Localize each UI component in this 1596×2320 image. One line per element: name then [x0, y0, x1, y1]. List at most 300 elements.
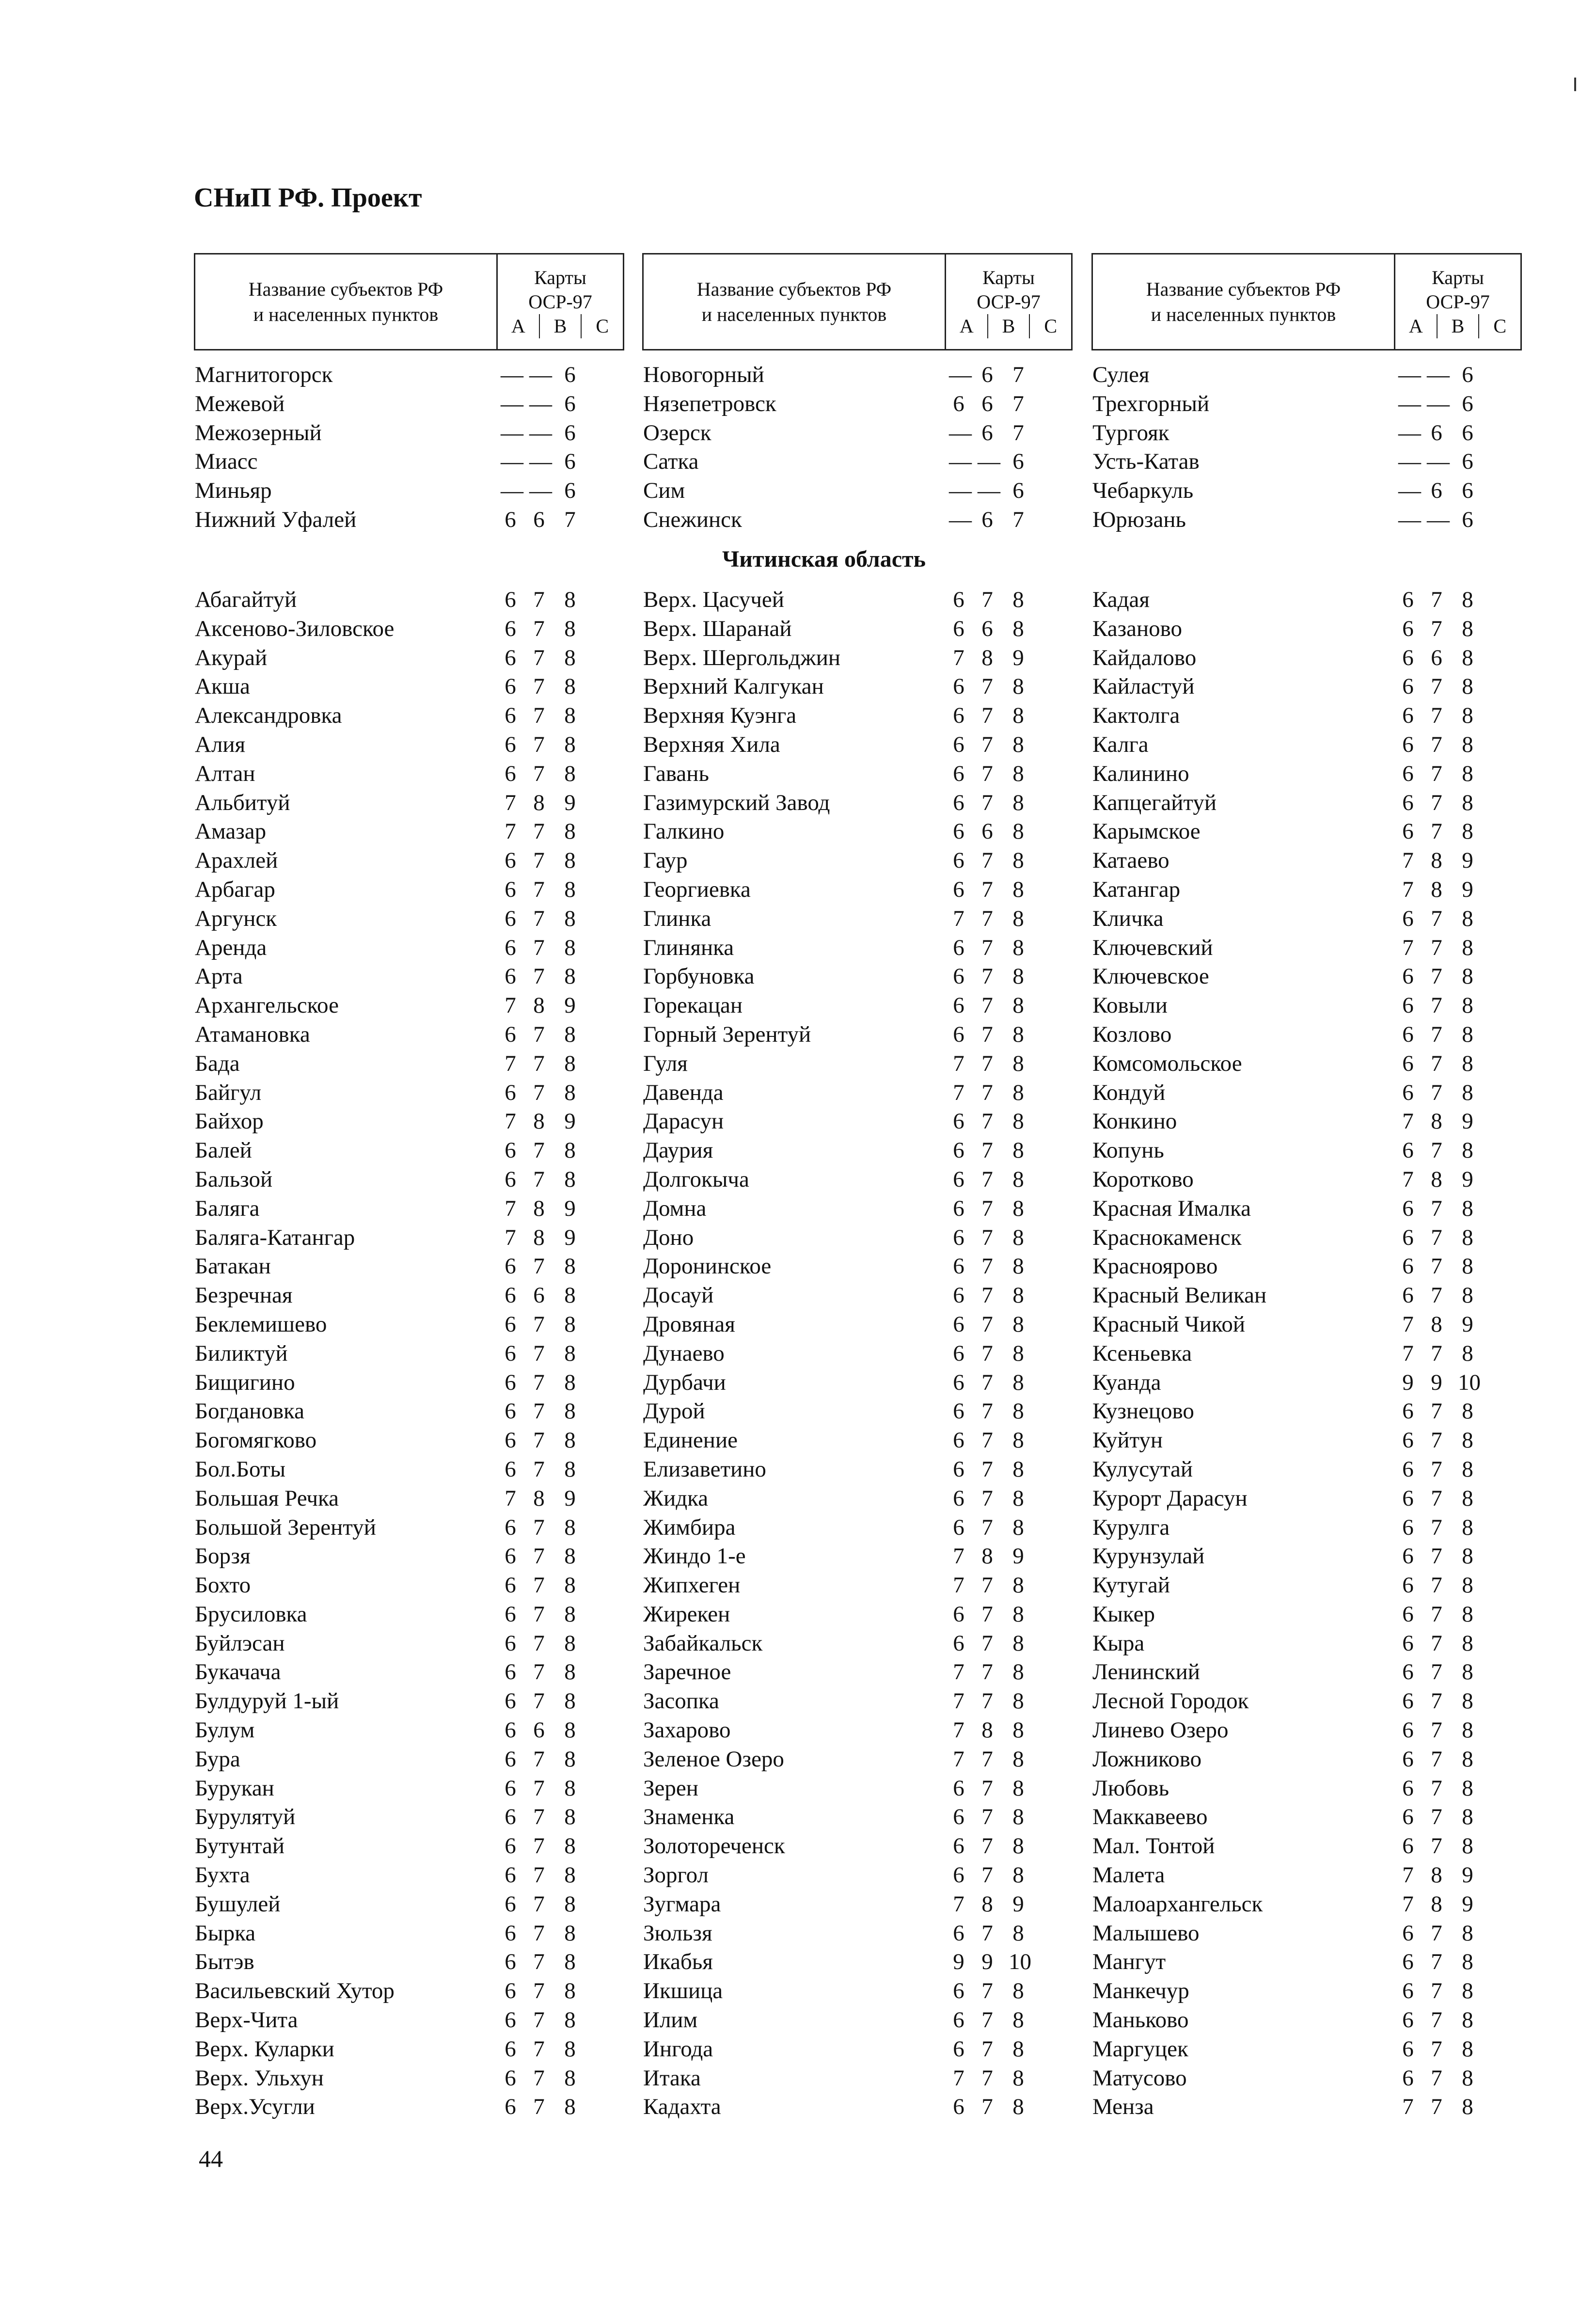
value-c: 8: [1462, 1920, 1473, 1946]
value-b: 7: [981, 1254, 993, 1279]
value-a: 6: [1402, 587, 1414, 612]
settlement-name: Мангут: [1092, 1949, 1166, 1975]
value-a: 6: [953, 1369, 964, 1395]
value-c: 8: [1012, 1920, 1024, 1946]
settlement-name: Дарасун: [643, 1109, 724, 1134]
value-a: 7: [1402, 848, 1414, 874]
settlement-name: Доно: [643, 1224, 694, 1250]
value-b: 8: [533, 1224, 545, 1250]
value-c: 8: [564, 1601, 576, 1627]
value-a: 6: [953, 2094, 964, 2120]
value-c: 8: [564, 1398, 576, 1424]
value-b: 7: [981, 848, 993, 874]
value-a: 6: [1402, 645, 1414, 670]
value-a: 6: [505, 1514, 516, 1540]
value-b: 7: [981, 1514, 993, 1540]
value-c: 10: [1458, 1369, 1481, 1395]
value-b: —: [529, 420, 552, 445]
value-c: 8: [1012, 1573, 1024, 1598]
settlement-name: Малета: [1092, 1862, 1165, 1888]
value-b: 7: [981, 1166, 993, 1192]
value-a: —: [501, 362, 523, 387]
value-a: 6: [505, 1717, 516, 1743]
value-c: 8: [1462, 1456, 1473, 1482]
settlement-name: Гуля: [643, 1050, 688, 1076]
value-c: 8: [1012, 1109, 1024, 1134]
value-c: 8: [1462, 1080, 1473, 1105]
value-b: 7: [1431, 1775, 1442, 1801]
value-a: 6: [505, 906, 516, 931]
value-b: 8: [533, 790, 545, 815]
value-b: 8: [981, 1543, 993, 1569]
settlement-name: Богдановка: [195, 1398, 305, 1424]
value-c: 8: [1012, 731, 1024, 757]
header-name-cell: [195, 254, 496, 349]
value-c: 8: [1012, 587, 1024, 612]
value-c: 8: [564, 1630, 576, 1656]
header-name-line1: Название субъектов РФ: [1146, 278, 1341, 300]
value-b: 7: [981, 1659, 993, 1685]
value-b: 7: [533, 1398, 545, 1424]
value-c: 8: [564, 1659, 576, 1685]
value-c: 8: [1462, 1688, 1473, 1714]
settlement-name: Маньково: [1092, 2007, 1189, 2033]
value-a: 6: [953, 1224, 964, 1250]
value-a: 6: [505, 587, 516, 612]
value-b: 7: [1431, 1659, 1442, 1685]
value-a: 6: [953, 1514, 964, 1540]
value-a: 7: [505, 1485, 516, 1511]
settlement-name: Мал. Тонтой: [1092, 1833, 1215, 1859]
value-c: 8: [1012, 1630, 1024, 1656]
value-b: 6: [981, 391, 993, 416]
value-b: 7: [1431, 964, 1442, 989]
value-c: 8: [564, 2007, 576, 2033]
header-name-cell: [1093, 254, 1394, 349]
value-b: 7: [533, 1573, 545, 1598]
value-b: 7: [1431, 1456, 1442, 1482]
value-a: 6: [505, 1340, 516, 1366]
value-a: 9: [953, 1949, 964, 1975]
value-b: 7: [533, 906, 545, 931]
value-b: 7: [1431, 1833, 1442, 1859]
value-a: 7: [505, 1224, 516, 1250]
settlement-name: Бутунтай: [195, 1833, 285, 1859]
value-a: 6: [505, 703, 516, 729]
settlement-name: Маккавеево: [1092, 1804, 1208, 1830]
value-a: 6: [1402, 1485, 1414, 1511]
value-c: 9: [564, 1485, 576, 1511]
value-a: 6: [1402, 1978, 1414, 2004]
region-title: Читинская область: [722, 546, 926, 572]
settlement-name: Любовь: [1092, 1775, 1169, 1801]
value-c: 8: [1462, 2007, 1473, 2033]
value-c: 6: [564, 391, 576, 416]
value-b: 7: [981, 1920, 993, 1946]
value-b: 7: [533, 964, 545, 989]
value-b: 6: [533, 1717, 545, 1743]
value-b: 7: [533, 2036, 545, 2062]
settlement-name: Юрюзань: [1092, 507, 1186, 532]
value-a: 7: [1402, 1891, 1414, 1917]
value-b: —: [529, 391, 552, 416]
value-a: 6: [505, 1369, 516, 1395]
value-c: 8: [1462, 1978, 1473, 2004]
value-a: —: [501, 449, 523, 475]
value-c: 8: [1462, 1398, 1473, 1424]
value-b: 7: [1431, 616, 1442, 641]
value-b: 7: [533, 1804, 545, 1830]
value-c: 9: [1462, 848, 1473, 874]
value-c: 8: [1012, 1746, 1024, 1772]
header-name-cell: [644, 254, 945, 349]
value-c: 8: [1462, 1428, 1473, 1453]
value-b: 7: [1431, 1340, 1442, 1366]
settlement-name: Георгиевка: [643, 876, 751, 902]
value-a: —: [501, 478, 523, 504]
settlement-name: Илим: [643, 2007, 698, 2033]
value-a: 6: [953, 674, 964, 699]
value-b: 7: [981, 1109, 993, 1134]
value-a: 7: [953, 906, 964, 931]
value-c: 6: [564, 420, 576, 445]
settlement-name: Зоргол: [643, 1862, 709, 1888]
value-c: 8: [564, 674, 576, 699]
settlement-name: Бурулятуй: [195, 1804, 296, 1830]
value-b: 7: [1431, 935, 1442, 960]
value-a: 6: [1402, 1543, 1414, 1569]
value-c: 8: [564, 1456, 576, 1482]
value-b: 7: [533, 1340, 545, 1366]
value-b: 7: [981, 1428, 993, 1453]
settlement-name: Жидка: [643, 1485, 709, 1511]
value-a: 6: [505, 1920, 516, 1946]
value-c: 8: [564, 1804, 576, 1830]
value-c: 8: [1012, 1978, 1024, 2004]
value-b: 6: [1431, 420, 1442, 445]
value-a: 6: [505, 1891, 516, 1917]
value-a: 6: [1402, 790, 1414, 815]
value-a: 6: [505, 1601, 516, 1627]
settlement-name: Бальзой: [195, 1166, 273, 1192]
value-c: 6: [564, 449, 576, 475]
settlement-name: Межевой: [195, 391, 285, 416]
value-b: 7: [1431, 2065, 1442, 2091]
settlement-name: Кактолга: [1092, 703, 1180, 729]
value-c: 8: [564, 1514, 576, 1540]
value-a: 6: [953, 848, 964, 874]
header-col-b: B: [987, 314, 1029, 338]
value-b: 7: [533, 1254, 545, 1279]
value-a: 6: [1402, 674, 1414, 699]
settlement-name: Верх. Ульхун: [195, 2065, 324, 2091]
settlement-name: Александровка: [195, 703, 342, 729]
value-b: 7: [1431, 1978, 1442, 2004]
value-b: 7: [981, 1283, 993, 1308]
value-a: —: [501, 391, 523, 416]
settlement-name: Тургояк: [1092, 420, 1169, 445]
settlement-name: Верх. Шаранай: [643, 616, 792, 641]
header-col-c: C: [1029, 314, 1071, 338]
value-a: 7: [505, 1109, 516, 1134]
header-abc: [946, 314, 1071, 338]
value-b: 7: [981, 1573, 993, 1598]
value-c: 8: [564, 1833, 576, 1859]
value-c: 8: [1462, 674, 1473, 699]
settlement-name: Глинянка: [643, 935, 734, 960]
value-c: 8: [1012, 1804, 1024, 1830]
header-name-line2: и населенных пунктов: [701, 303, 887, 325]
value-a: —: [949, 420, 972, 445]
settlement-name: Ключевский: [1092, 935, 1213, 960]
settlement-name: Газимурский Завод: [643, 790, 830, 815]
settlement-name: Бищигино: [195, 1369, 295, 1395]
value-c: 8: [564, 1920, 576, 1946]
settlement-name: Гавань: [643, 761, 709, 786]
settlement-name: Зугмара: [643, 1891, 721, 1917]
value-b: 7: [981, 1311, 993, 1337]
value-a: 6: [953, 391, 964, 416]
value-b: 7: [981, 2094, 993, 2120]
value-c: 8: [1462, 993, 1473, 1018]
header-col-b: B: [539, 314, 581, 338]
value-b: 7: [1431, 1514, 1442, 1540]
value-b: 7: [981, 1485, 993, 1511]
value-c: 8: [564, 1573, 576, 1598]
value-b: 7: [981, 761, 993, 786]
value-a: 6: [505, 1080, 516, 1105]
value-c: 9: [564, 1109, 576, 1134]
settlement-name: Атамановка: [195, 1021, 310, 1047]
value-b: 7: [533, 703, 545, 729]
page-title: СНиП РФ. Проект: [194, 183, 422, 213]
header-maps-cell: [496, 254, 623, 349]
value-a: 6: [953, 1862, 964, 1888]
header-name-line1: Название субъектов РФ: [696, 278, 892, 300]
value-a: 6: [953, 587, 964, 612]
value-c: 8: [1462, 1254, 1473, 1279]
value-b: 7: [533, 1369, 545, 1395]
value-c: 8: [1012, 703, 1024, 729]
settlement-name: Кулусутай: [1092, 1456, 1193, 1482]
settlement-name: Катаево: [1092, 848, 1169, 874]
settlement-name: Баляга: [195, 1195, 260, 1221]
value-c: 8: [1012, 674, 1024, 699]
settlement-name: Жимбира: [643, 1514, 736, 1540]
value-b: 7: [981, 993, 993, 1018]
value-c: 8: [1462, 2094, 1473, 2120]
value-c: 8: [564, 1050, 576, 1076]
value-c: 8: [564, 1978, 576, 2004]
value-c: 8: [1462, 935, 1473, 960]
value-c: 8: [1462, 964, 1473, 989]
value-a: 6: [1402, 1630, 1414, 1656]
value-c: 8: [1012, 848, 1024, 874]
value-b: —: [529, 478, 552, 504]
value-c: 8: [1462, 1775, 1473, 1801]
value-b: 7: [533, 1891, 545, 1917]
settlement-name: Бада: [195, 1050, 240, 1076]
value-a: 6: [1402, 1398, 1414, 1424]
value-b: 7: [981, 703, 993, 729]
table-header: [1091, 253, 1522, 350]
value-a: 6: [953, 1978, 964, 2004]
value-c: 8: [1462, 1050, 1473, 1076]
value-a: —: [1398, 391, 1421, 416]
value-b: 8: [1431, 1166, 1442, 1192]
value-a: 9: [1402, 1369, 1414, 1395]
value-b: 7: [533, 1833, 545, 1859]
value-b: 7: [1431, 1050, 1442, 1076]
value-c: 8: [1462, 1195, 1473, 1221]
value-b: 7: [981, 1456, 993, 1482]
page-number: 44: [199, 2145, 223, 2172]
value-b: 7: [533, 819, 545, 844]
settlement-name: Дурой: [643, 1398, 705, 1424]
value-a: 6: [505, 1978, 516, 2004]
value-b: 7: [981, 1195, 993, 1221]
settlement-name: Кадая: [1092, 587, 1150, 612]
value-c: 8: [1462, 1833, 1473, 1859]
settlement-name: Кыкер: [1092, 1601, 1155, 1627]
value-a: 7: [505, 790, 516, 815]
header-col-b: B: [1437, 314, 1479, 338]
value-b: 7: [1431, 674, 1442, 699]
settlement-name: Глинка: [643, 906, 711, 931]
value-a: 6: [953, 1283, 964, 1308]
value-c: 8: [1012, 1080, 1024, 1105]
settlement-name: Досауй: [643, 1283, 714, 1308]
value-a: 6: [505, 616, 516, 641]
settlement-name: Куанда: [1092, 1369, 1161, 1395]
header-maps-line1: Карты: [534, 266, 586, 288]
settlement-name: Верх. Цасучей: [643, 587, 784, 612]
value-a: 6: [1402, 1224, 1414, 1250]
value-a: 7: [505, 993, 516, 1018]
settlement-name: Чебаркуль: [1092, 478, 1194, 504]
value-b: 7: [533, 1428, 545, 1453]
value-c: 8: [1462, 761, 1473, 786]
value-a: 7: [953, 2065, 964, 2091]
value-a: 6: [953, 1166, 964, 1192]
settlement-name: Казаново: [1092, 616, 1183, 641]
value-b: 7: [1431, 1080, 1442, 1105]
value-a: 7: [505, 1195, 516, 1221]
value-b: 8: [1431, 1311, 1442, 1337]
value-c: 6: [1462, 478, 1473, 504]
settlement-name: Верх. Шергольджин: [643, 645, 841, 670]
value-c: 8: [1462, 587, 1473, 612]
value-a: 6: [1402, 703, 1414, 729]
value-b: 6: [533, 1283, 545, 1308]
settlement-name: Амазар: [195, 819, 267, 844]
value-c: 8: [564, 1428, 576, 1453]
value-a: 7: [953, 1746, 964, 1772]
settlement-name: Акурай: [195, 645, 268, 670]
settlement-name: Верх. Куларки: [195, 2036, 334, 2062]
value-c: 8: [1012, 2007, 1024, 2033]
value-a: 6: [1402, 1138, 1414, 1163]
settlement-name: Икшица: [643, 1978, 723, 2004]
value-a: 6: [505, 1138, 516, 1163]
settlement-name: Большой Зерентуй: [195, 1514, 376, 1540]
value-a: 6: [1402, 1428, 1414, 1453]
value-a: 6: [953, 1340, 964, 1366]
value-a: 6: [505, 876, 516, 902]
value-a: 6: [953, 876, 964, 902]
value-b: 7: [533, 1949, 545, 1975]
value-a: 7: [1402, 935, 1414, 960]
value-a: 6: [1402, 906, 1414, 931]
value-c: 8: [1462, 645, 1473, 670]
settlement-name: Арахлей: [195, 848, 278, 874]
value-c: 10: [1009, 1949, 1031, 1975]
value-a: 6: [505, 964, 516, 989]
value-b: 8: [1431, 876, 1442, 902]
header-col-a: A: [1408, 315, 1423, 337]
value-c: 6: [564, 362, 576, 387]
value-c: 8: [1012, 1195, 1024, 1221]
value-c: 7: [1012, 507, 1024, 532]
value-c: 6: [1012, 478, 1024, 504]
value-c: 8: [1462, 616, 1473, 641]
header-name-line1: Название субъектов РФ: [248, 278, 443, 300]
value-c: 8: [564, 2065, 576, 2091]
value-a: 6: [1402, 1514, 1414, 1540]
header-maps-line2: ОСР-97: [528, 290, 592, 313]
value-b: 7: [981, 935, 993, 960]
settlement-name: Гаур: [643, 848, 688, 874]
settlement-name: Домна: [643, 1195, 707, 1221]
value-c: 8: [1012, 1398, 1024, 1424]
value-a: —: [1398, 507, 1421, 532]
value-c: 8: [1012, 1833, 1024, 1859]
value-a: 7: [953, 1573, 964, 1598]
settlement-name: Катангар: [1092, 876, 1181, 902]
settlement-name: Булум: [195, 1717, 255, 1743]
value-c: 8: [564, 731, 576, 757]
value-a: 7: [953, 1717, 964, 1743]
settlement-name: Дурбачи: [643, 1369, 726, 1395]
value-c: 8: [564, 1021, 576, 1047]
settlement-name: Калга: [1092, 731, 1149, 757]
value-a: 6: [505, 731, 516, 757]
settlement-name: Верхний Калгукан: [643, 674, 824, 699]
settlement-name: Миньяр: [195, 478, 272, 504]
value-b: 7: [1431, 1630, 1442, 1656]
settlement-name: Архангельское: [195, 993, 339, 1018]
settlement-name: Межозерный: [195, 420, 322, 445]
value-a: —: [501, 420, 523, 445]
value-c: 8: [1012, 1224, 1024, 1250]
value-b: 7: [981, 1340, 993, 1366]
settlement-name: Борзя: [195, 1543, 251, 1569]
settlement-name: Верхняя Куэнга: [643, 703, 797, 729]
settlement-name: Сим: [643, 478, 685, 504]
value-b: 8: [533, 1485, 545, 1511]
value-b: 7: [533, 1659, 545, 1685]
value-a: 6: [953, 1804, 964, 1830]
value-c: 8: [564, 964, 576, 989]
value-c: 8: [1012, 1138, 1024, 1163]
settlement-name: Лесной Городок: [1092, 1688, 1249, 1714]
value-b: 7: [1431, 1688, 1442, 1714]
value-b: 7: [1431, 1195, 1442, 1221]
value-a: 6: [953, 761, 964, 786]
value-c: 8: [1012, 2036, 1024, 2062]
settlement-name: Бол.Боты: [195, 1456, 286, 1482]
value-b: 7: [1431, 1138, 1442, 1163]
